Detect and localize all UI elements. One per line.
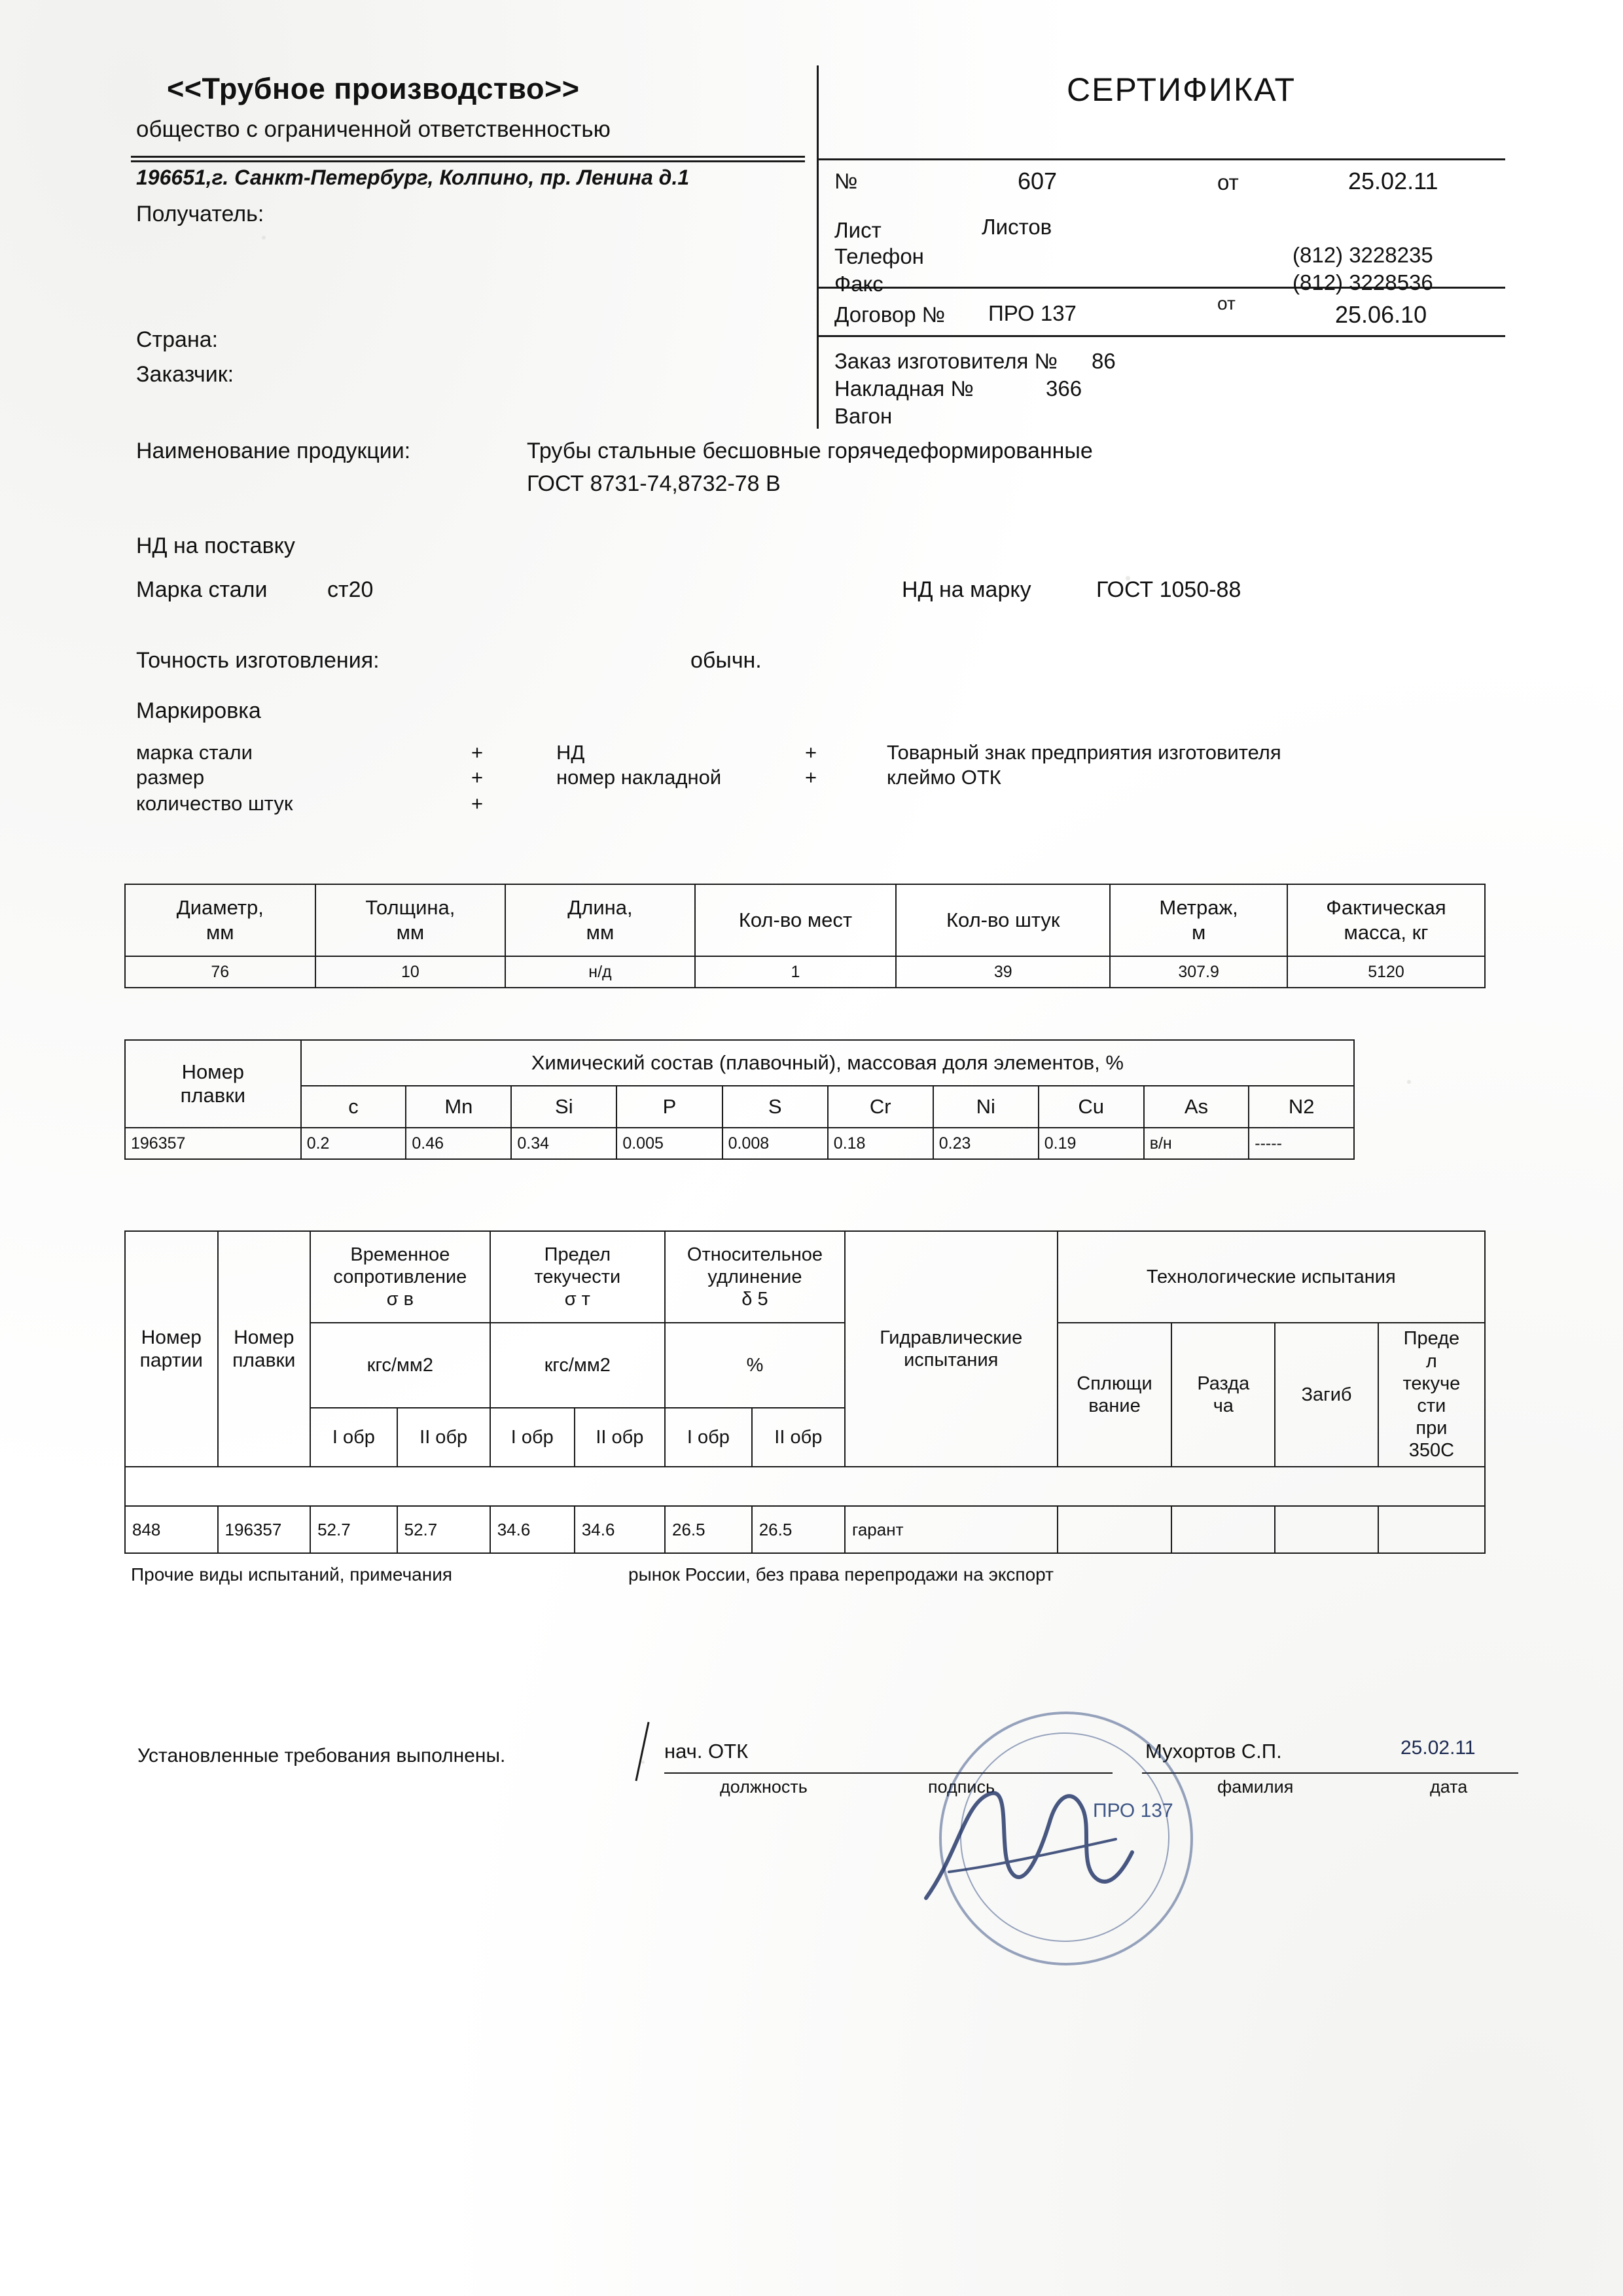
handwritten-signature (919, 1774, 1135, 1918)
cell-places: 1 (695, 956, 897, 988)
chem-title: Химический состав (плавочный), массовая доля элементов, % (301, 1040, 1354, 1086)
sheets-label: Листов (982, 215, 1052, 239)
underline-name (1142, 1772, 1404, 1774)
col-actual-mass (1287, 884, 1485, 956)
yield350-line3: текуче (1402, 1372, 1461, 1394)
col-yield-at-350c (1378, 1323, 1485, 1467)
marking-item-size: размер (136, 766, 205, 789)
col-element-cu: Cu (1039, 1086, 1144, 1128)
hydro-title-line2: испытания (904, 1350, 999, 1371)
requirements-statement: Установленные требования выполнены. (137, 1745, 506, 1767)
yield-title-line2: текучести (534, 1266, 621, 1287)
col-tensile-strength (310, 1231, 490, 1323)
table-row (125, 1506, 1485, 1553)
phone-value: (812) 3228235 (1293, 243, 1433, 267)
col-heat-number (218, 1231, 311, 1467)
col-hydraulic-tests (845, 1231, 1058, 1467)
cell-s: 0.008 (722, 1128, 828, 1159)
col-expansion (1171, 1323, 1275, 1467)
yield-sample-2: II обр (575, 1408, 665, 1467)
cell-elong-2: 26.5 (752, 1506, 845, 1553)
col-diameter (125, 884, 315, 956)
contract-from-label: от (1217, 293, 1236, 314)
precision-value: обычн. (690, 648, 762, 673)
table-header-row-1 (125, 1040, 1354, 1086)
certificate-number-value: 607 (1018, 168, 1058, 194)
cell-elong-1: 26.5 (665, 1506, 752, 1553)
cell-as: в/н (1144, 1128, 1249, 1159)
col-lot-number-top: Номер (141, 1326, 202, 1348)
fax-label: Факс (834, 272, 883, 296)
elong-sample-2: II обр (752, 1408, 845, 1467)
col-element-s: S (722, 1086, 828, 1128)
col-elongation (665, 1231, 845, 1323)
country-label: Страна: (136, 327, 219, 352)
contract-date-value: 25.06.10 (1335, 301, 1427, 328)
wagon-label: Вагон (834, 404, 893, 428)
signature-slash (635, 1722, 649, 1782)
marking-check-1: + (471, 741, 484, 764)
tensile-sample-1: I обр (310, 1408, 397, 1467)
fax-value: (812) 3228536 (1293, 270, 1433, 295)
marking-check-2: + (805, 741, 817, 764)
col-meterage-bottom: м (1191, 921, 1206, 944)
company-address: 196651,г. Санкт-Петербург, Колпино, пр. Ленина д.1 (136, 166, 690, 189)
col-element-c: с (301, 1086, 406, 1128)
spacer-cell (125, 1467, 1485, 1506)
cell-yield350 (1378, 1506, 1485, 1553)
col-flattening (1058, 1323, 1172, 1467)
hydro-title-line1: Гидравлические (880, 1327, 1023, 1348)
flattening-line2: вание (1088, 1395, 1141, 1416)
expansion-line2: ча (1213, 1395, 1234, 1416)
yield350-line6: 350С (1408, 1440, 1455, 1462)
cell-cu: 0.19 (1039, 1128, 1144, 1159)
col-length-top: Длина, (567, 896, 633, 920)
nd-supply-label: НД на поставку (136, 533, 295, 558)
marking-label: Маркировка (136, 698, 261, 723)
recipient-label: Получатель: (136, 202, 264, 226)
signer-name: Мухортов С.П. (1145, 1740, 1282, 1763)
mechanical-tests-table (124, 1230, 1486, 1554)
signature-date: 25.02.11 (1400, 1737, 1476, 1759)
yield350-line1: Преде (1403, 1328, 1460, 1350)
marking-check-3: + (471, 766, 484, 789)
cell-hydraulic: гарант (845, 1506, 1058, 1553)
certificate-number-label: № (834, 169, 858, 193)
col-element-cr: Cr (828, 1086, 933, 1128)
cell-yield-2: 34.6 (575, 1506, 665, 1553)
cell-si: 0.34 (511, 1128, 616, 1159)
cell-flattening (1058, 1506, 1172, 1553)
col-heat-number (125, 1040, 301, 1128)
col-pieces-top: Кол-во штук (946, 908, 1060, 932)
waybill-label: Накладная № (834, 376, 974, 401)
table-header-row-2 (125, 1086, 1354, 1128)
precision-label: Точность изготовления: (136, 648, 380, 673)
table-header-row-2 (125, 1323, 1485, 1408)
col-element-si: Si (511, 1086, 616, 1128)
cell-heat-number: 196357 (218, 1506, 311, 1553)
col-bend: Загиб (1275, 1323, 1378, 1467)
product-name-label: Наименование продукции: (136, 439, 411, 463)
col-thickness-top: Толщина, (365, 896, 455, 920)
col-diameter-top: Диаметр, (176, 896, 264, 920)
cell-length: н/д (505, 956, 694, 988)
table-spacer-row (125, 1467, 1485, 1506)
product-name-line2: ГОСТ 8731-74,8732-78 В (527, 471, 781, 496)
yield-sample-1: I обр (490, 1408, 575, 1467)
company-name: <<Трубное производство>> (167, 72, 580, 105)
waybill-value: 366 (1046, 376, 1082, 401)
col-heat-number-bottom: плавки (232, 1350, 296, 1371)
cell-actual-mass: 5120 (1287, 956, 1485, 988)
cell-mn: 0.46 (406, 1128, 511, 1159)
elong-title-line2: удлинение (707, 1266, 802, 1287)
col-length-bottom: мм (586, 921, 615, 944)
col-element-mn: Mn (406, 1086, 511, 1128)
contract-value: ПРО 137 (988, 301, 1077, 325)
cell-cr: 0.18 (828, 1128, 933, 1159)
col-length (505, 884, 694, 956)
col-thickness (315, 884, 506, 956)
marking-check-4: + (805, 766, 817, 789)
col-element-as: As (1144, 1086, 1249, 1128)
col-pieces (896, 884, 1110, 956)
cell-tensile-2: 52.7 (397, 1506, 490, 1553)
cell-lot-number: 848 (125, 1506, 218, 1553)
col-lot-number-bottom: партии (139, 1350, 203, 1371)
nd-grade-value: ГОСТ 1050-88 (1096, 577, 1241, 602)
col-lot-number (125, 1231, 218, 1467)
col-places (695, 884, 897, 956)
signer-role: нач. ОТК (664, 1740, 749, 1763)
yield350-line5: при (1416, 1418, 1448, 1439)
manufacturer-order-value: 86 (1092, 349, 1116, 373)
elong-units-cell: % (665, 1323, 845, 1408)
other-tests-value: рынок России, без права перепродажи на экспорт (628, 1564, 1054, 1585)
marking-item-quantity: количество штук (136, 792, 293, 815)
certificate-date-value: 25.02.11 (1348, 168, 1438, 194)
document-content (98, 39, 1531, 2251)
col-heat-number-top: Номер (234, 1326, 294, 1348)
caption-signature: подпись (928, 1777, 995, 1797)
header-divider (131, 156, 805, 162)
col-meterage-top: Метраж, (1159, 896, 1238, 920)
dimensions-table (124, 884, 1486, 988)
caption-date: дата (1430, 1777, 1468, 1797)
col-element-p: P (616, 1086, 722, 1128)
marking-item-steel-grade: марка стали (136, 741, 253, 764)
tensile-title-line2: сопротивление (333, 1266, 467, 1287)
col-diameter-bottom: мм (205, 921, 234, 944)
col-actual-mass-top: Фактическая (1326, 896, 1446, 920)
steel-grade-value: ст20 (327, 577, 374, 602)
expansion-line1: Разда (1197, 1372, 1250, 1394)
header-vertical-divider (817, 65, 819, 429)
sheet-label: Лист (834, 218, 882, 242)
cell-tensile-1: 52.7 (310, 1506, 397, 1553)
flattening-line1: Сплющи (1077, 1372, 1152, 1394)
tensile-sample-2: II обр (397, 1408, 490, 1467)
yield350-line2: л (1425, 1350, 1437, 1372)
tensile-title-line1: Временное (350, 1244, 450, 1265)
cell-c: 0.2 (301, 1128, 406, 1159)
caption-position: должность (720, 1777, 808, 1797)
product-name-line1: Трубы стальные бесшовные горячедеформированные (527, 439, 1093, 463)
cell-bend (1275, 1506, 1378, 1553)
marking-item-otk-stamp: клеймо ОТК (887, 766, 1001, 789)
marking-item-nd: НД (556, 741, 585, 764)
steel-grade-label: Марка стали (136, 577, 268, 602)
col-yield-strength (490, 1231, 665, 1323)
certificate-title: СЕРТИФИКАТ (1067, 71, 1296, 108)
yield-title-line1: Предел (544, 1244, 611, 1265)
underline-date (1397, 1772, 1518, 1774)
phone-label: Телефон (834, 244, 924, 268)
table-header-row (125, 884, 1485, 956)
marking-item-trademark: Товарный знак предприятия изготовителя (887, 741, 1281, 764)
contract-label: Договор № (834, 302, 946, 327)
stamp-text: ПРО 137 (1093, 1800, 1173, 1821)
col-meterage (1110, 884, 1287, 956)
elong-sample-1: I обр (665, 1408, 752, 1467)
col-thickness-bottom: мм (396, 921, 425, 944)
cell-p: 0.005 (616, 1128, 722, 1159)
manufacturer-order-label: Заказ изготовителя № (834, 349, 1058, 373)
tensile-units-cell: кгс/мм2 (310, 1323, 490, 1408)
table-row (125, 1128, 1354, 1159)
yield350-line4: сти (1417, 1395, 1446, 1416)
header-rule-3 (817, 335, 1505, 337)
marking-item-waybill-number: номер накладной (556, 766, 722, 789)
marking-check-5: + (471, 792, 484, 815)
cell-ni: 0.23 (933, 1128, 1039, 1159)
cell-pieces: 39 (896, 956, 1110, 988)
cell-n2: ----- (1249, 1128, 1354, 1159)
elong-title-line1: Относительное (687, 1244, 823, 1265)
certificate-from-label: от (1217, 170, 1239, 194)
chemical-composition-table (124, 1039, 1355, 1160)
yield-units-cell: кгс/мм2 (490, 1323, 665, 1408)
cell-yield-1: 34.6 (490, 1506, 575, 1553)
yield-sigma-symbol: σ т (564, 1289, 590, 1310)
col-heat-number-bottom: плавки (180, 1084, 246, 1107)
col-element-n2: N2 (1249, 1086, 1354, 1128)
nd-grade-label: НД на марку (902, 577, 1031, 602)
col-technological-tests: Технологические испытания (1058, 1231, 1485, 1323)
customer-label: Заказчик: (136, 362, 234, 387)
caption-surname: фамилия (1217, 1777, 1294, 1797)
col-actual-mass-bottom: масса, кг (1344, 921, 1429, 944)
col-heat-number-top: Номер (181, 1060, 245, 1083)
tensile-sigma-symbol: σ в (386, 1289, 414, 1310)
company-legal-form: общество с ограниченной ответственностью (136, 117, 611, 142)
cell-thickness: 10 (315, 956, 506, 988)
header-rule-1 (817, 158, 1505, 160)
cell-heat-number: 196357 (125, 1128, 301, 1159)
elong-delta-symbol: δ 5 (741, 1289, 768, 1310)
other-tests-label: Прочие виды испытаний, примечания (131, 1564, 452, 1585)
col-element-ni: Ni (933, 1086, 1039, 1128)
cell-diameter: 76 (125, 956, 315, 988)
col-places-top: Кол-во мест (738, 908, 853, 932)
table-row (125, 956, 1485, 988)
cell-expansion (1171, 1506, 1275, 1553)
cell-meterage: 307.9 (1110, 956, 1287, 988)
table-header-row-1 (125, 1231, 1485, 1323)
document-header (131, 59, 1505, 428)
